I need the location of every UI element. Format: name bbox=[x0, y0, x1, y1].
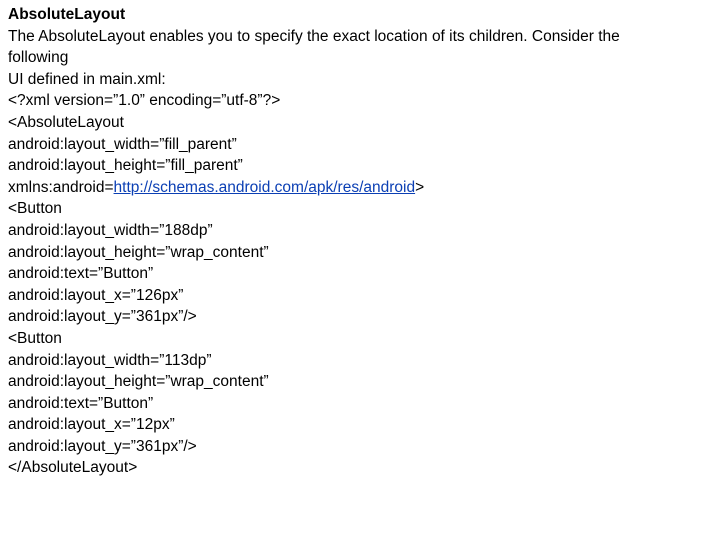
code-line-layout-width: android:layout_width=”fill_parent” bbox=[8, 135, 237, 153]
code-line-layout-open: <AbsoluteLayout bbox=[8, 113, 124, 131]
code-line-button-height: android:layout_height=”wrap_content” bbox=[8, 373, 269, 391]
code-line-button-text: android:text=”Button” bbox=[8, 265, 154, 283]
intro-text-line: UI defined in main.xml: bbox=[8, 70, 166, 88]
code-line-button-open: <Button bbox=[8, 329, 62, 347]
code-line-button-y: android:layout_y=”361px”/> bbox=[8, 437, 197, 455]
code-line-button-height: android:layout_height=”wrap_content” bbox=[8, 243, 269, 261]
code-line-layout-height: android:layout_height=”fill_parent” bbox=[8, 157, 243, 175]
intro-text-line: The AbsoluteLayout enables you to specify the exact location of its children. Consider the bbox=[8, 27, 620, 45]
code-line-layout-close: </AbsoluteLayout> bbox=[8, 459, 138, 477]
intro-text-line: following bbox=[8, 49, 69, 67]
code-line-xml-declaration: <?xml version=”1.0” encoding=”utf-8”?> bbox=[8, 92, 281, 110]
code-line-button-width: android:layout_width=”188dp” bbox=[8, 221, 213, 239]
xmlns-suffix: > bbox=[415, 178, 425, 196]
code-line-xmlns bbox=[8, 177, 708, 199]
code-line-button-x: android:layout_x=”126px” bbox=[8, 286, 184, 304]
document-body bbox=[8, 4, 708, 479]
schema-link[interactable]: http://schemas.android.com/apk/res/android bbox=[113, 178, 416, 196]
xmlns-prefix: xmlns:android= bbox=[8, 178, 114, 196]
code-line-button-open: <Button bbox=[8, 200, 62, 218]
code-line-button-y: android:layout_y=”361px”/> bbox=[8, 308, 197, 326]
code-line-button-text: android:text=”Button” bbox=[8, 394, 154, 412]
code-line-button-x: android:layout_x=”12px” bbox=[8, 416, 175, 434]
code-line-button-width: android:layout_width=”113dp” bbox=[8, 351, 212, 369]
document-title: AbsoluteLayout bbox=[8, 6, 126, 23]
